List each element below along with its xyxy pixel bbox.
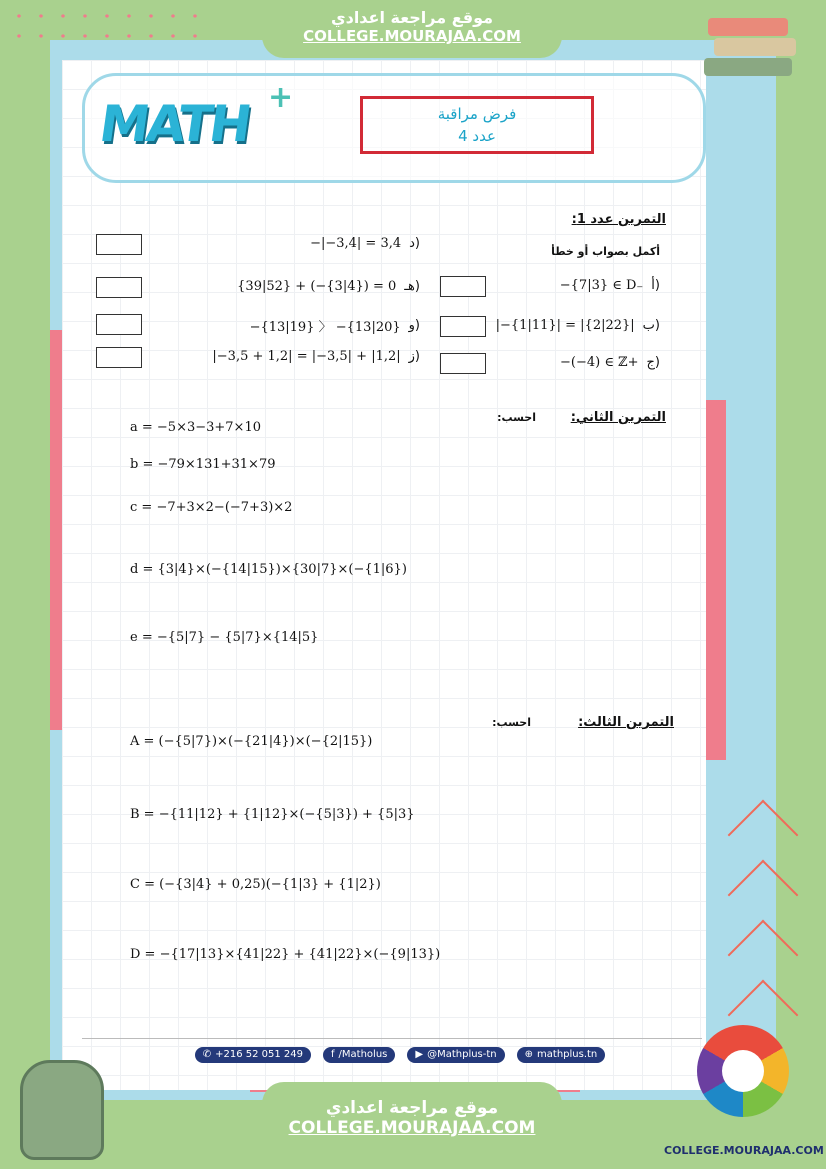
answer-box[interactable]	[96, 234, 142, 255]
item-expression: −(−4) ∈ ℤ+	[560, 355, 639, 370]
true-false-item	[560, 355, 660, 370]
exercise-3-title: التمرين الثالث:	[578, 715, 674, 730]
item-expression: −|−3,4| = 3,4	[310, 236, 402, 251]
footer-link-text: mathplus.tn	[537, 1049, 598, 1060]
true-false-item	[310, 236, 420, 251]
item-expression: |−{1|11}| = |{2|22}|	[495, 318, 635, 333]
title-line-2: عدد 4	[458, 127, 496, 145]
brand-text: COLLEGE.MOURAJAA.COM	[664, 1144, 824, 1157]
item-label: ب)	[642, 318, 660, 333]
footer-link-text: /Matholus	[338, 1049, 388, 1060]
expression-text: d = {3|4}×(−{14|15})×{30|7}×(−{1|6})	[130, 562, 407, 577]
expression-text: c = −7+3×2−(−7+3)×2	[130, 500, 293, 515]
item-expression: {39|52} + (−{3|4}) = 0	[237, 279, 397, 294]
expression-c	[130, 500, 292, 515]
wheel-center	[722, 1050, 764, 1092]
exercise-1-instruction: أكمل بصواب أو خطأ	[551, 245, 660, 258]
exercise-1-title: التمرين عدد 1:	[571, 212, 666, 227]
site-name: موقع مراجعة اعدادي	[330, 8, 494, 27]
item-label: ج)	[646, 355, 660, 370]
expression-C	[130, 877, 381, 892]
books-icon	[704, 18, 800, 92]
footer-links	[150, 1047, 650, 1063]
site-banner-bottom[interactable]	[262, 1082, 562, 1169]
backpack-icon	[20, 1060, 104, 1160]
exercise-3-instruction: احسب:	[492, 716, 531, 729]
footer-link[interactable]	[195, 1047, 311, 1063]
footer-divider	[82, 1038, 702, 1039]
footer-link[interactable]	[323, 1047, 395, 1063]
footer-link[interactable]	[407, 1047, 504, 1063]
globe-icon: ⊕	[524, 1049, 534, 1060]
answer-box[interactable]	[440, 316, 486, 337]
true-false-item	[496, 318, 660, 333]
answer-box[interactable]	[96, 347, 142, 368]
expression-d	[130, 562, 407, 577]
expression-text: C = (−{3|4} + 0,25)(−{1|3} + {1|2})	[130, 877, 381, 892]
item-label: أ)	[651, 278, 660, 293]
answer-box[interactable]	[96, 277, 142, 298]
title-line-1: فرض مراقبة	[437, 105, 517, 123]
footer-link[interactable]	[517, 1047, 606, 1063]
math-logo: MATH	[95, 95, 253, 153]
expression-text: b = −79×131+31×79	[130, 457, 276, 472]
expression-text: D = −{17|13}×{41|22} + {41|22}×(−{9|13})	[130, 947, 441, 962]
exam-title	[360, 96, 594, 154]
youtube-icon: ▶	[415, 1049, 424, 1060]
footer-link-text: @Mathplus-tn	[427, 1049, 497, 1060]
true-false-item	[560, 278, 660, 293]
item-label: هـ)	[404, 279, 420, 294]
expression-text: A = (−{5|7})×(−{21|4})×(−{2|15})	[130, 734, 373, 749]
site-url[interactable]: COLLEGE.MOURAJAA.COM	[303, 27, 521, 45]
expression-a	[130, 420, 261, 435]
site-url[interactable]: COLLEGE.MOURAJAA.COM	[288, 1118, 536, 1138]
plus-icon: +	[268, 80, 294, 115]
true-false-item	[237, 279, 420, 294]
true-false-item	[212, 349, 420, 364]
item-label: ز)	[408, 349, 420, 364]
expression-A	[130, 734, 372, 749]
expression-e	[130, 630, 318, 645]
expression-text: a = −5×3−3+7×10	[130, 420, 261, 435]
footer-link-text: +216 52 051 249	[215, 1049, 304, 1060]
expression-text: B = −{11|12} + {1|12}×(−{5|3}) + {5|3}	[130, 807, 415, 822]
expression-b	[130, 457, 276, 472]
item-expression: −{13|19} 〉 −{13|20}	[249, 320, 401, 335]
whatsapp-icon: ✆	[202, 1049, 212, 1060]
item-expression: |−3,5 + 1,2| = |−3,5| + |1,2|	[212, 349, 401, 364]
exercise-2-instruction: احسب:	[497, 411, 536, 424]
item-expression: −{7|3} ∈ D₋	[559, 278, 644, 293]
expression-D	[130, 947, 440, 962]
answer-box[interactable]	[440, 276, 486, 297]
decorative-stripe	[50, 330, 62, 730]
site-name: موقع مراجعة اعدادي	[325, 1098, 499, 1118]
expression-text: e = −{5|7} − {5|7}×{14|5}	[130, 630, 319, 645]
decorative-stripe	[706, 400, 726, 760]
expression-B	[130, 807, 415, 822]
exercise-2-title: التمرين الثاني:	[570, 410, 666, 425]
answer-box[interactable]	[96, 314, 142, 335]
item-label: د)	[409, 236, 420, 251]
answer-box[interactable]	[440, 353, 486, 374]
item-label: و)	[408, 318, 420, 333]
site-banner-top[interactable]	[262, 0, 562, 58]
facebook-icon: f	[331, 1049, 335, 1060]
true-false-item	[250, 316, 420, 335]
